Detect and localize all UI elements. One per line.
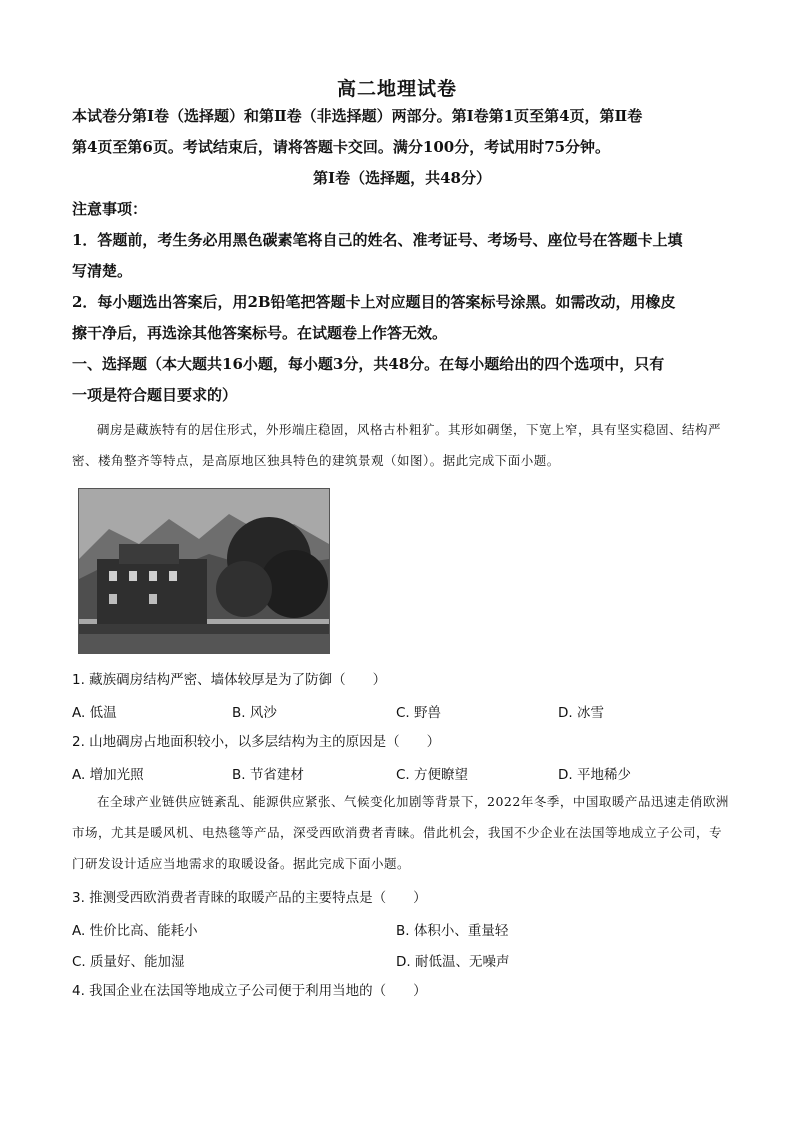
question-3-options-row-1 — [72, 919, 732, 941]
diaofang-photo-drawing — [79, 489, 329, 653]
note-2-line-1: 2．每小题选出答案后，用2B铅笔把答题卡上对应题目的答案标号涂黑。如需改动，用橡皮 — [72, 293, 676, 311]
question-1-options — [72, 701, 732, 723]
q3-option-b[interactable]: B. 体积小、重量轻 — [396, 923, 509, 939]
q2-option-b[interactable]: B. 节省建材 — [232, 767, 304, 783]
note-1-line-1: 1．答题前，考生务必用黑色碳素笔将自己的姓名、准考证号、考场号、座位号在答题卡上填 — [72, 231, 683, 249]
material-1: 碉房是藏族特有的居住形式，外形端庄稳固，风格古朴粗犷。其形如碉堡，下宽上窄，具有坚实稳固、结构严密、楼角整齐等特点，是高原地区独具特色的建筑景观（如图）。据此完成下面小题。 — [72, 422, 722, 468]
note-1-line-2: 写清楚。 — [72, 262, 133, 280]
part1-line-1: 一、选择题（本大题共16小题，每小题3分，共48分。在每小题给出的四个选项中，只有 — [72, 355, 665, 373]
question-3-stem: 3. 推测受西欧消费者青睐的取暖产品的主要特点是（ ） — [72, 890, 427, 906]
intro-line-2: 第4页至第6页。考试结束后，请将答题卡交回。满分100分，考试用时75分钟。 — [72, 138, 611, 156]
diaofang-photo — [78, 488, 330, 654]
question-2-stem: 2. 山地碉房占地面积较小，以多层结构为主的原因是（ ） — [72, 734, 441, 750]
note-2-line-2: 擦干净后，再选涂其他答案标号。在试题卷上作答无效。 — [72, 324, 448, 342]
q1-option-a[interactable]: A. 低温 — [72, 705, 117, 721]
question-2-options — [72, 763, 732, 785]
exam-title: 高二地理试卷 — [336, 78, 457, 100]
q3-option-c[interactable]: C. 质量好、能加湿 — [72, 954, 185, 970]
q3-option-d[interactable]: D. 耐低温、无噪声 — [396, 954, 510, 970]
q1-option-d[interactable]: D. 冰雪 — [558, 705, 604, 721]
question-1-stem: 1. 藏族碉房结构严密、墙体较厚是为了防御（ ） — [72, 672, 387, 688]
q3-option-a[interactable]: A. 性价比高、能耗小 — [72, 923, 198, 939]
q2-option-d[interactable]: D. 平地稀少 — [558, 767, 631, 783]
q2-option-a[interactable]: A. 增加光照 — [72, 767, 144, 783]
q1-option-b[interactable]: B. 风沙 — [232, 705, 277, 721]
part1-line-2: 一项是符合题目要求的） — [72, 386, 238, 404]
material-2: 在全球产业链供应链紊乱、能源供应紧张、气候变化加剧等背景下，2022年冬季，中国取暖产品迅速走俏欧洲市场，尤其是暖风机、电热毯等产品，深受西欧消费者青睐。借此机会，我国不少企业在法国等地成立子公司，专门研发设计适应当地需求的取暖设备。据此完成下面小题。 — [72, 794, 729, 871]
question-3-options-row-2 — [72, 950, 732, 972]
q2-option-c[interactable]: C. 方便瞭望 — [396, 767, 469, 783]
exam-intro — [72, 101, 732, 411]
section-header: 第Ⅰ卷（选择题，共48分） — [313, 169, 491, 187]
notes-heading: 注意事项： — [72, 200, 148, 218]
intro-line-1: 本试卷分第Ⅰ卷（选择题）和第Ⅱ卷（非选择题）两部分。第Ⅰ卷第1页至第4页，第Ⅱ卷 — [72, 107, 643, 125]
question-4-stem: 4. 我国企业在法国等地成立子公司便于利用当地的（ ） — [72, 983, 427, 999]
q1-option-c[interactable]: C. 野兽 — [396, 705, 442, 721]
